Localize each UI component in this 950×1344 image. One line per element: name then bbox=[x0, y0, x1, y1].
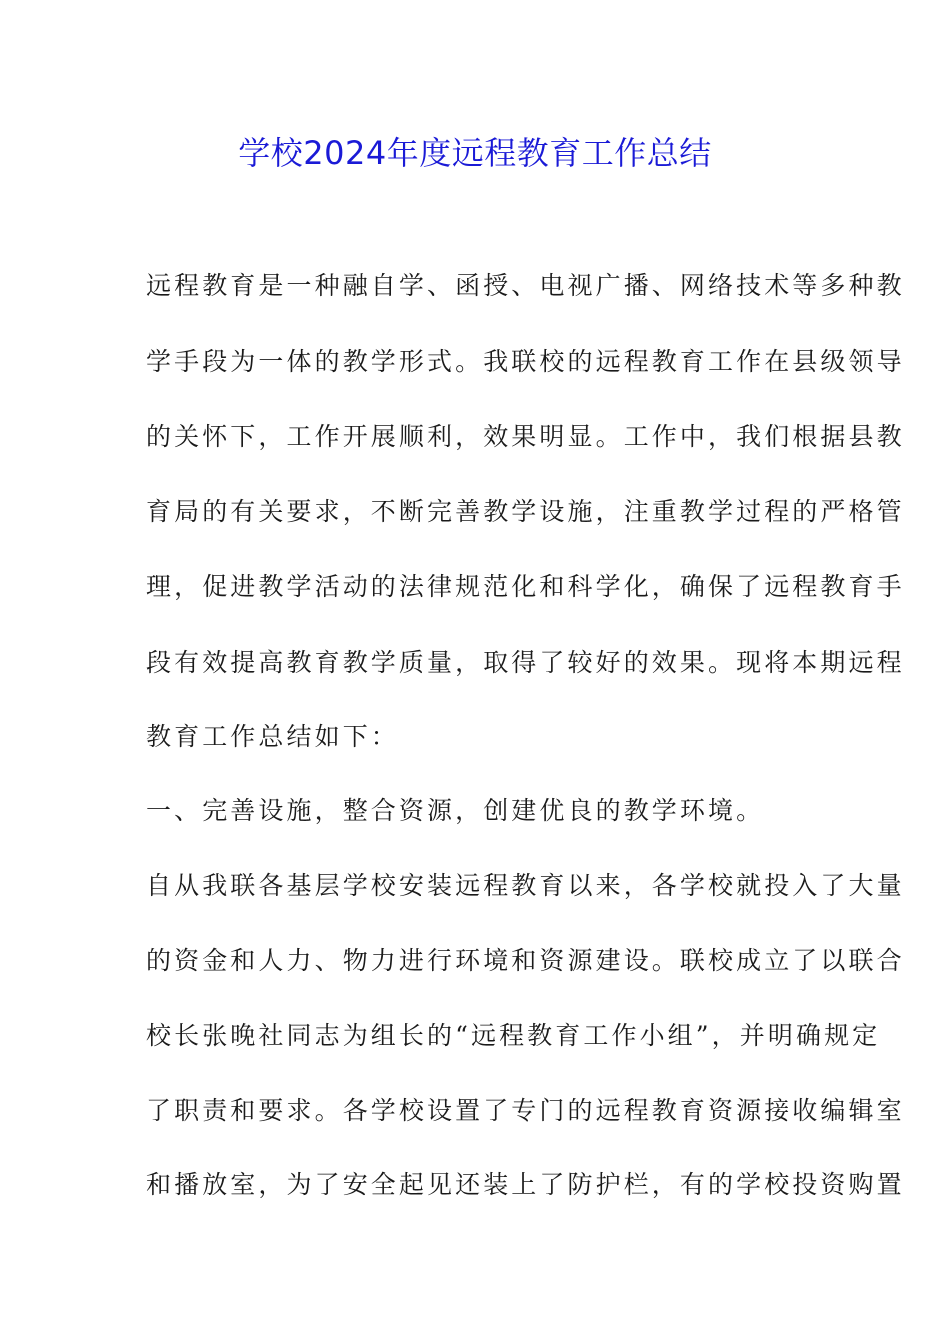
paragraph-line: 的资金和人力、物力进行环境和资源建设。联校成立了以联合 bbox=[146, 946, 905, 975]
paragraph-line: 育局的有关要求，不断完善教学设施，注重教学过程的严格管 bbox=[146, 497, 905, 526]
paragraph-line: 远程教育是一种融自学、函授、电视广播、网络技术等多种教 bbox=[146, 271, 905, 300]
paragraph-line: 学手段为一体的教学形式。我联校的远程教育工作在县级领导 bbox=[146, 347, 905, 376]
paragraph-line: 段有效提高教育教学质量，取得了较好的效果。现将本期远程 bbox=[146, 648, 905, 677]
paragraph-line: 理，促进教学活动的法律规范化和科学化，确保了远程教育手 bbox=[146, 572, 905, 601]
paragraph-line: 和播放室，为了安全起见还装上了防护栏，有的学校投资购置 bbox=[146, 1170, 905, 1199]
paragraph-line: 的关怀下，工作开展顺利，效果明显。工作中，我们根据县教 bbox=[146, 422, 905, 451]
paragraph-line: 了职责和要求。各学校设置了专门的远程教育资源接收编辑室 bbox=[146, 1096, 905, 1125]
document-title: 学校2024年度远程教育工作总结 bbox=[238, 134, 712, 172]
paragraph-line: 校长张晚社同志为组长的“远程教育工作小组”，并明确规定 bbox=[146, 1021, 881, 1050]
paragraph-line: 自从我联各基层学校安装远程教育以来，各学校就投入了大量 bbox=[146, 871, 905, 900]
paragraph-line: 教育工作总结如下： bbox=[146, 722, 399, 751]
section-heading: 一、完善设施，整合资源，创建优良的教学环境。 bbox=[146, 796, 765, 825]
